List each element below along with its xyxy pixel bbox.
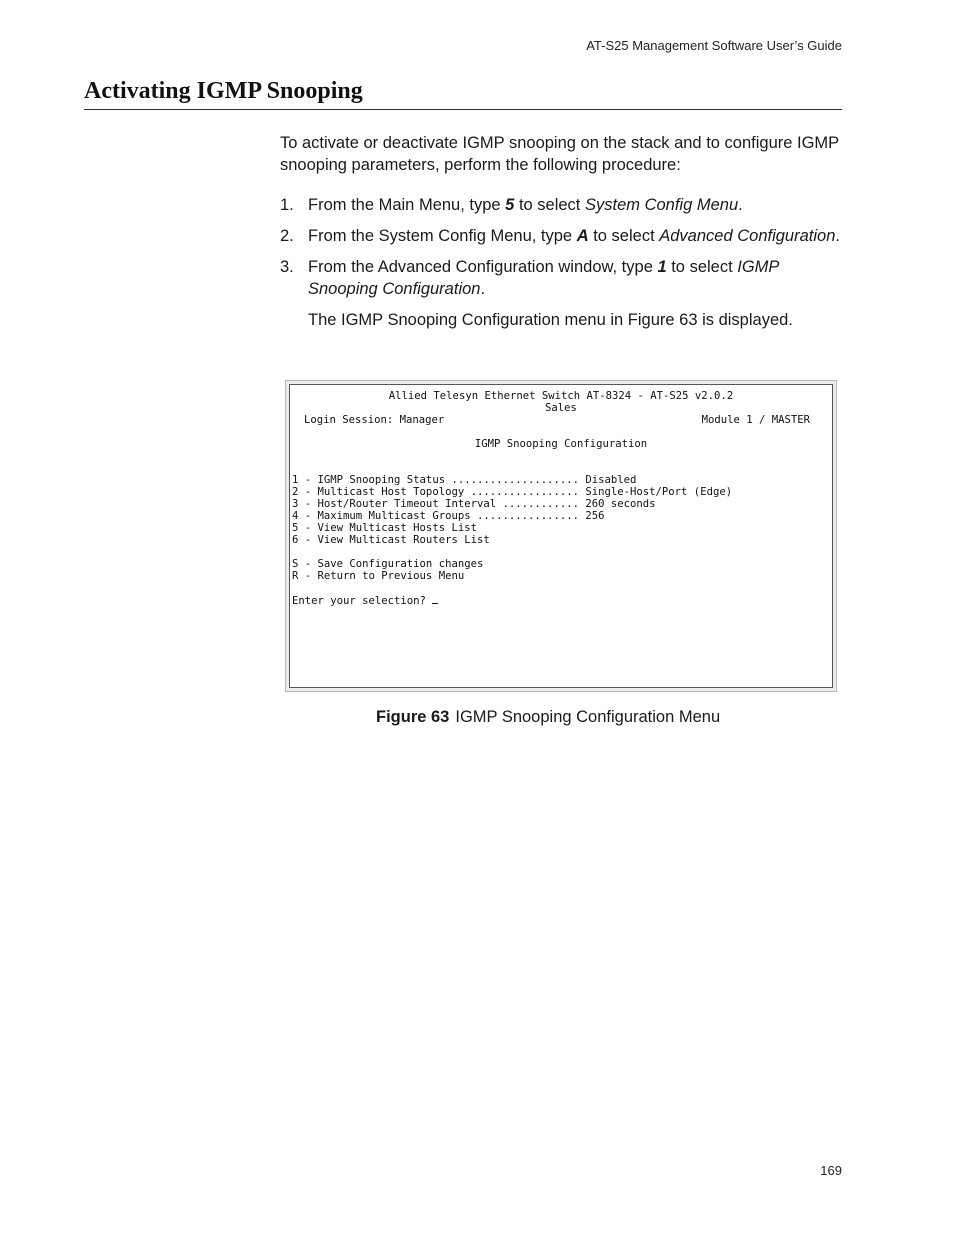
step-text-part: . (835, 227, 840, 245)
terminal-screen (289, 384, 833, 688)
step-text (308, 225, 840, 247)
menu-item-max-groups[interactable]: 4 - Maximum Multicast Groups ................ 256 (292, 510, 605, 522)
step-key: 5 (505, 196, 515, 214)
step-1 (280, 194, 840, 216)
step-text (308, 194, 840, 216)
menu-item-view-hosts[interactable]: 5 - View Multicast Hosts List (292, 522, 477, 534)
menu-item-host-topology[interactable]: 2 - Multicast Host Topology ................. Single-Host/Port (Edge) (292, 486, 733, 498)
step-text-part: to select (514, 196, 585, 214)
running-header: AT-S25 Management Software User’s Guide (586, 38, 842, 53)
step-key: 1 (657, 258, 667, 276)
menu-item-timeout-interval[interactable]: 3 - Host/Router Timeout Interval ............ 260 seconds (292, 498, 656, 510)
figure-label: Figure 63 (376, 708, 450, 726)
prompt-text: Enter your selection? (292, 595, 433, 607)
step-key: A (576, 227, 589, 245)
step-target: IGMP Snooping Configuration (308, 258, 779, 298)
step-target: Advanced Configuration (659, 227, 836, 245)
step-number: 3. (280, 258, 294, 276)
terminal-menu-title: IGMP Snooping Configuration (474, 438, 648, 450)
title-rule (84, 109, 842, 110)
step-text-part: . (480, 280, 486, 298)
step-text-part: . (738, 196, 743, 214)
step-3 (280, 256, 840, 300)
terminal-window (285, 380, 837, 692)
figure-caption-text: IGMP Snooping Configuration Menu (455, 708, 721, 726)
body-text (280, 132, 840, 331)
procedure-steps (280, 194, 840, 300)
step-2 (280, 225, 840, 247)
terminal-session: Login Session: Manager (304, 414, 445, 426)
cursor-icon (432, 594, 438, 604)
intro-paragraph: To activate or deactivate IGMP snooping on the stack and to configure IGMP snooping parameters, perform the following procedure: (280, 134, 839, 174)
page-number: 169 (820, 1163, 842, 1178)
section-title: Activating IGMP Snooping (84, 78, 363, 104)
menu-item-return[interactable]: R - Return to Previous Menu (292, 570, 465, 582)
selection-prompt[interactable] (292, 594, 438, 607)
terminal-banner: Allied Telesyn Ethernet Switch AT-8324 - AT-S25 v2.0.2 (388, 390, 734, 402)
menu-item-view-routers[interactable]: 6 - View Multicast Routers List (292, 534, 490, 546)
step-text-part: From the System Config Menu, type (308, 227, 577, 245)
step-text-part: From the Main Menu, type (308, 196, 506, 214)
step-text-part: to select (666, 258, 738, 276)
after-steps-note: The IGMP Snooping Configuration menu in Figure 63 is displayed. (308, 311, 793, 329)
step-text-part: to select (588, 227, 660, 245)
step-text (308, 256, 840, 300)
step-number: 2. (280, 227, 294, 245)
step-number: 1. (280, 196, 294, 214)
terminal-module: Module 1 / MASTER (701, 414, 810, 426)
step-text-part: From the Advanced Configuration window, type (308, 258, 658, 276)
menu-item-save[interactable]: S - Save Configuration changes (292, 558, 484, 570)
step-target: System Config Menu (584, 196, 739, 214)
menu-item-igmp-status[interactable]: 1 - IGMP Snooping Status .................... Disabled (292, 474, 637, 486)
figure-caption (376, 708, 720, 727)
terminal-system-name: Sales (545, 402, 577, 414)
